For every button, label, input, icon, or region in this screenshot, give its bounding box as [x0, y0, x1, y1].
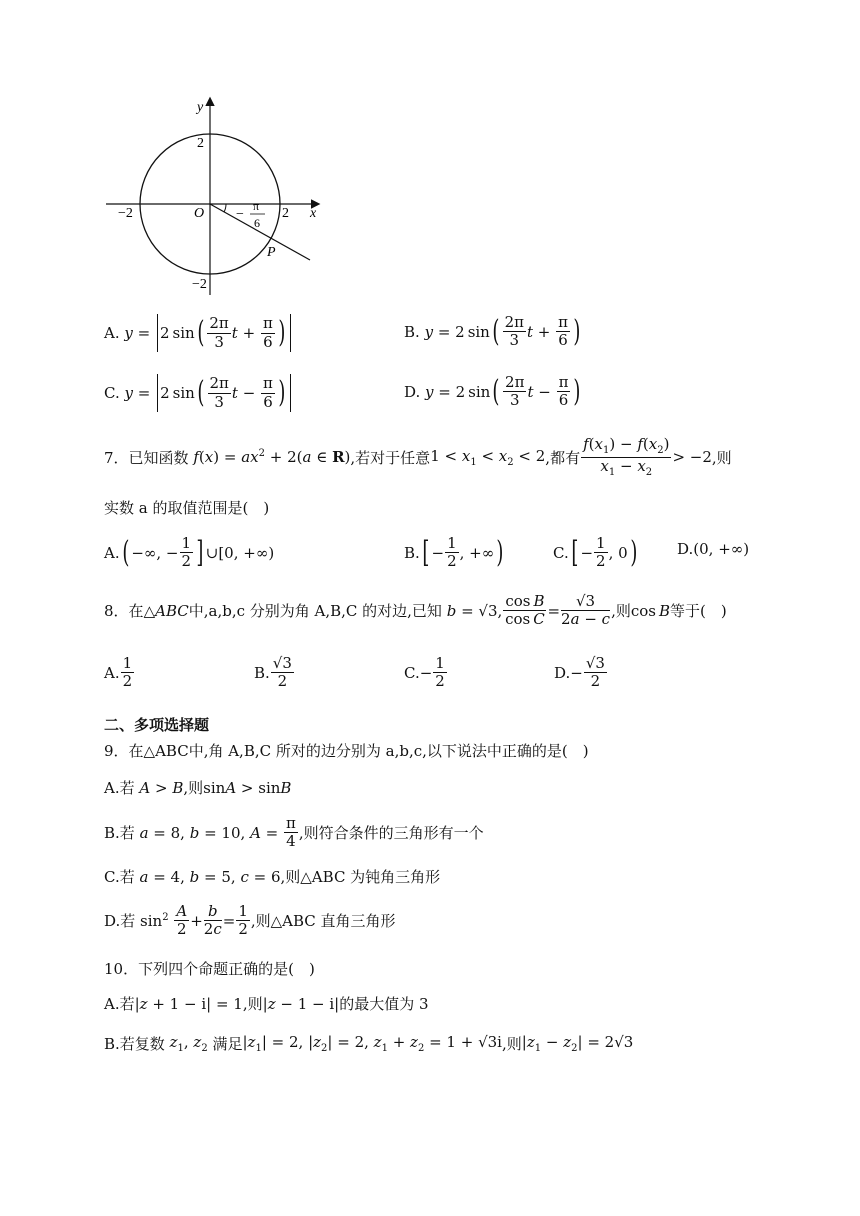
q9-option-d-pre: D.若 — [104, 912, 136, 931]
q8-option-d[interactable]: D. − $\frac{√3}{2}$ — [554, 654, 605, 691]
q8-text3: ,则 — [611, 602, 631, 621]
tick-top: 2 — [197, 136, 204, 151]
q6-option-b[interactable]: B. y = 2 sin ( $\frac{2\pi}{3}$ t + $\frac{\pi}{6}$ ) — [404, 313, 581, 350]
q6-option-a-label: A. — [104, 324, 120, 342]
point-p-label: P — [267, 245, 276, 260]
origin-label: O — [194, 206, 205, 221]
q8-option-d-label: D. — [554, 663, 571, 682]
tick-left: −2 — [118, 206, 133, 221]
angle-minus: − — [236, 207, 244, 222]
q7-text1: 已知函数 — [128, 448, 189, 467]
q6-option-d-label: D. — [404, 382, 421, 401]
x-axis-label: x — [310, 206, 317, 221]
q9-option-b-pre: B.若 — [104, 824, 135, 843]
q6-option-a[interactable]: A. y = 2 sin ( $\frac{2\pi}{3}$ t + $\frac{\pi}{6}$ ) — [104, 314, 293, 352]
tick-right: 2 — [282, 206, 289, 221]
q10-option-b[interactable]: B.若复数 $z_1$, $z_2$ 满足 $|z_1| = 2$, $|z_2| = 2$, $z_1 + z_2 = 1 + √3i$ ,则 $|z_1 - z_2| = 2√3$ — [104, 1033, 634, 1054]
q7-text4: ,则 — [711, 448, 732, 467]
section-heading: 二、多项选择题 — [104, 716, 210, 734]
q7-option-a[interactable]: A. ( −∞, − $\frac{1}{2}$ ] ∪[0, +∞) — [104, 534, 275, 571]
q7-text3: ,都有 — [545, 448, 581, 467]
q9-option-a-post: ,则 — [183, 779, 204, 797]
q8-number: 8． — [104, 602, 129, 621]
q7-option-a-label: A. — [104, 543, 120, 562]
q10-option-a-pre: A.若 — [104, 995, 135, 1013]
q9-option-a[interactable]: A.若 A > B ,则 sinA > sinB — [104, 778, 292, 797]
q8-option-c[interactable]: C. − $\frac{1}{2}$ — [404, 654, 445, 691]
q10-option-b-pre: B.若复数 — [104, 1035, 165, 1053]
q10-option-a-post: 的最大值为 3 — [339, 995, 429, 1013]
q9-option-d[interactable]: D.若 $\sin^2$ $\frac{A}{2}$ + $\frac{b}{2c}$ = $\frac{1}{2}$ ,则△ABC 直角三角形 — [104, 902, 396, 939]
q9-option-c-post: ,则△ABC 为钝角三角形 — [280, 868, 441, 886]
q9-option-c[interactable]: C.若 a = 4, b = 5, c = 6 ,则△ABC 为钝角三角形 — [104, 867, 441, 886]
q7-option-c[interactable]: C. [ − $\frac{1}{2}$ , 0 ) — [553, 534, 638, 571]
y-axis-label: y — [197, 100, 204, 115]
q6-option-c[interactable]: C. y = 2 sin ( $\frac{2\pi}{3}$ t − $\frac{\pi}{6}$ ) — [104, 374, 293, 412]
q7-option-b-label: B. — [404, 543, 420, 562]
q8-option-a[interactable]: A. $\frac{1}{2}$ — [104, 654, 133, 691]
q8-option-b[interactable]: B. $\frac{√3}{2}$ — [254, 654, 292, 691]
q6-option-b-label: B. — [404, 322, 420, 341]
q9-option-c-pre: C.若 — [104, 868, 135, 886]
ray-op — [210, 204, 310, 260]
q10-option-a-mid: ,则 — [242, 995, 263, 1013]
q9-option-b-post: ,则符合条件的三角形有一个 — [298, 824, 484, 843]
q8-option-c-label: C. — [404, 663, 420, 682]
q10-option-b-mid: 满足 — [212, 1035, 243, 1053]
q8-text4: 等于( ) — [670, 602, 727, 621]
q7-text2: ,若对于任意 — [350, 448, 431, 467]
angle-arc — [224, 204, 226, 212]
q9-option-b[interactable]: B.若 a = 8, b = 10, A = $\frac{\pi}{4}$ ,则符合条件的三角形有一个 — [104, 814, 484, 851]
q10-option-b-post: ,则 — [501, 1035, 522, 1053]
angle-den: 6 — [254, 216, 260, 230]
tick-bottom: −2 — [192, 277, 207, 292]
q6-option-c-label: C. — [104, 384, 120, 402]
q7-option-b[interactable]: B. [ − $\frac{1}{2}$ , +∞ ) — [404, 534, 504, 571]
q9-option-d-post: ,则△ABC 直角三角形 — [250, 912, 396, 931]
q9-stem: 9．在△ABC中,角 A,B,C 所对的边分别为 a,b,c,以下说法中正确的是( ) — [104, 742, 589, 760]
q9-option-a-pre: A.若 — [104, 779, 135, 797]
q10-stem: 10．下列四个命题正确的是( ) — [104, 960, 315, 978]
q8-option-a-label: A. — [104, 663, 120, 682]
q7-stem: 7． 已知函数 $f(x) = ax^2 + 2(a$ ∈ R) ,若对于任意 $1 < x_1 < x_2 < 2$ ,都有 $\frac{f(x_1) - f(x_2)}{x_1 - x_2}$ > −2 ,则 — [104, 435, 732, 478]
q7-number: 7． — [104, 448, 129, 467]
q7-line2: 实数 a 的取值范围是( ) — [104, 499, 270, 517]
q8-text2: 中,a,b,c 分别为角 A,B,C 的对边,已知 — [188, 602, 442, 621]
q8-option-b-label: B. — [254, 663, 270, 682]
q7-option-d-label: D. — [677, 540, 694, 558]
q7-option-c-label: C. — [553, 543, 569, 562]
q6-option-d[interactable]: D. y = 2 sin ( $\frac{2\pi}{3}$ t − $\frac{\pi}{6}$ ) — [404, 373, 581, 410]
q8-stem: 8． 在 △ABC 中,a,b,c 分别为角 A,B,C 的对边,已知 b = √3, $\frac{\text{cos B}}{\text{cos C}}$ = $\frac{√3}{2a - c}$ ,则 cos B 等于( ) — [104, 592, 727, 629]
q10-option-a[interactable]: A.若 |z + 1 − i| = 1 ,则 |z − 1 − i| 的最大值为 3 — [104, 994, 429, 1013]
angle-num: π — [253, 199, 260, 213]
q7-option-d[interactable]: D. (0, +∞) — [677, 540, 750, 558]
q8-text1: 在 — [128, 602, 144, 621]
unit-circle-figure — [100, 95, 340, 305]
